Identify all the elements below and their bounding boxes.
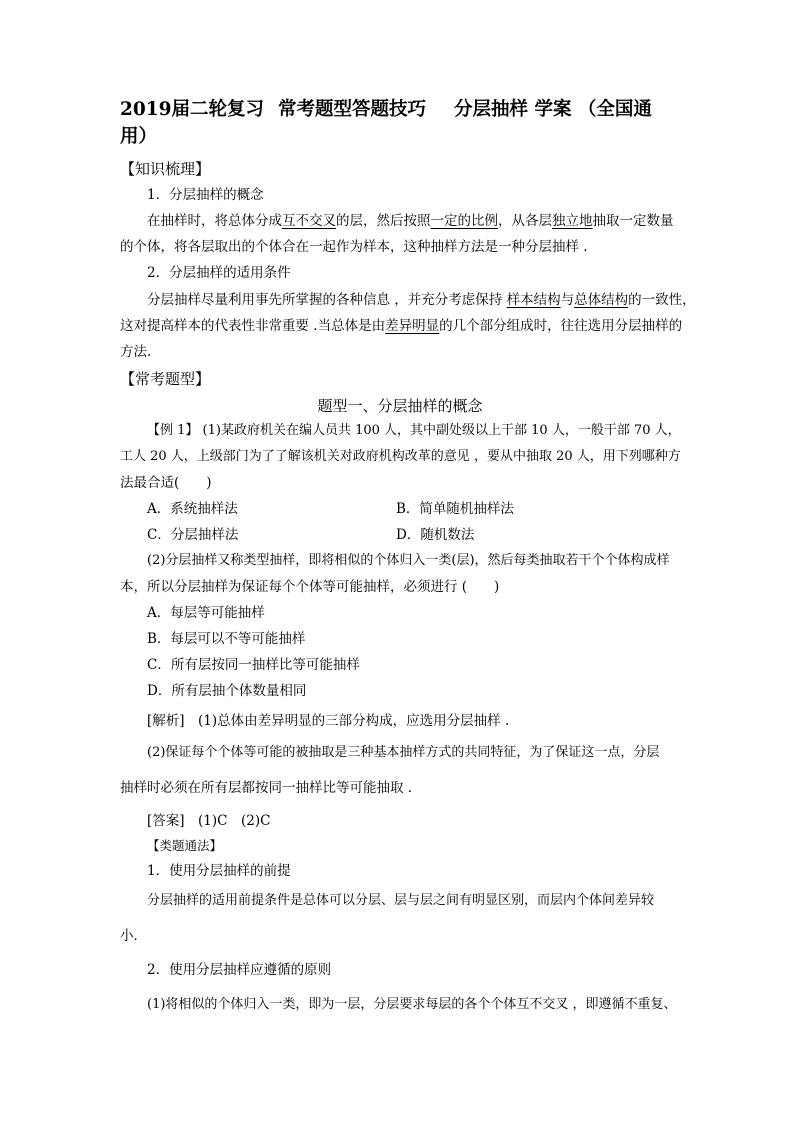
solution-2-line-2: 抽样时必须在所有层都按同一抽样比等可能抽取 . — [120, 780, 413, 796]
underline-term: 一定的比例 — [430, 213, 498, 229]
section-heading-types: 【常考题型】 — [120, 370, 211, 388]
method-heading: 【类题通法】 — [147, 838, 223, 853]
example-1-line-1: 【例 1】 (1)某政府机关在编人员共 100 人，其中副处级以上干部 10 人，一般干部 70 人， — [147, 423, 681, 438]
option-a: A．系统抽样法 — [147, 501, 238, 517]
knowledge-item-2: 2．分层抽样的适用条件 — [147, 265, 291, 281]
paragraph-1-line-1: 在抽样时，将总体分成互不交叉的层，然后按照一定的比例，从各层独立地抽取一定数量 — [147, 213, 674, 229]
option-d: D．随机数法 — [396, 527, 475, 543]
question-2-line-2: 本，所以分层抽样为保证每个个体等可能抽样，必须进行 ( ) — [120, 579, 500, 595]
knowledge-item-1: 1．分层抽样的概念 — [147, 187, 264, 203]
underline-term: 总体结构 — [574, 292, 629, 308]
paragraph-2-line-2: 这对提高样本的代表性非常重要 .当总体是由差异明显的几个部分组成时，往往选用分层抽样的 — [120, 318, 683, 334]
method-item-2-line-1: (1)将相似的个体归入一类，即为一层，分层要求每层的各个个体互不交叉 ，即遵循不重复、 — [147, 997, 677, 1012]
option-c: C．分层抽样法 — [147, 527, 239, 543]
method-item-1-title: 1．使用分层抽样的前提 — [147, 863, 291, 879]
underline-term: 独立地 — [552, 213, 593, 229]
method-item-1-line-2: 小． — [120, 928, 147, 944]
question-2-line-1: (2)分层抽样又称类型抽样，即将相似的个体归入一类(层)，然后每类抽取若干个个体构成样 — [147, 553, 670, 568]
answer: [答案] (1)C (2)C — [147, 813, 271, 829]
question-2-option-a: A．每层等可能抽样 — [147, 605, 265, 621]
underline-term: 差异明显 — [385, 318, 440, 334]
paragraph-2-line-3: 方法. — [120, 344, 152, 360]
question-2-option-c: C．所有层按同一抽样比等可能抽样 — [147, 657, 360, 673]
method-item-1-line-1: 分层抽样的适用前提条件是总体可以分层、层与层之间有明显区别，而层内个体间差异较 — [147, 893, 655, 908]
paragraph-2-line-1: 分层抽样尽量利用事先所掌握的各种信息 ，并充分考虑保持 样本结构与总体结构的一致性， — [147, 292, 696, 308]
section-heading-knowledge: 【知识梳理】 — [120, 160, 211, 178]
example-1-line-2: 工人 20 人，上级部门为了了解该机关对政府机构改革的意见 ，要从中抽取 20 人，用下列哪种方 — [120, 449, 681, 464]
title-part-3: 分层抽样 学案 （全国通 — [454, 99, 652, 120]
question-2-option-b: B．每层可以不等可能抽样 — [147, 631, 306, 647]
solution-1: [解析] (1)总体由差异明显的三部分构成，应选用分层抽样 . — [147, 713, 510, 729]
title-part-1: 2019届二轮复习 — [120, 99, 264, 120]
example-1-line-3: 法最合适( ) — [120, 475, 212, 491]
method-item-2-title: 2．使用分层抽样应遵循的原则 — [147, 962, 332, 978]
underline-term: 互不交叉 — [282, 213, 336, 229]
type-1-title: 题型一、分层抽样的概念 — [317, 397, 483, 415]
title-part-2: 常考题型答题技巧 — [278, 99, 427, 120]
underline-term: 样本结构 — [506, 292, 561, 308]
page-title — [120, 96, 680, 150]
solution-2-line-1: (2)保证每个个体等可能的被抽取是三种基本抽样方式的共同特征，为了保证这一点，分层 — [147, 745, 660, 760]
paragraph-1-line-2: 的个体，将各层取出的个体合在一起作为样本，这种抽样方法是一种分层抽样 . — [120, 239, 588, 255]
question-2-option-d: D．所有层抽个体数量相同 — [147, 683, 307, 699]
title-part-4: 用） — [120, 126, 158, 147]
option-b: B．简单随机抽样法 — [396, 501, 514, 517]
